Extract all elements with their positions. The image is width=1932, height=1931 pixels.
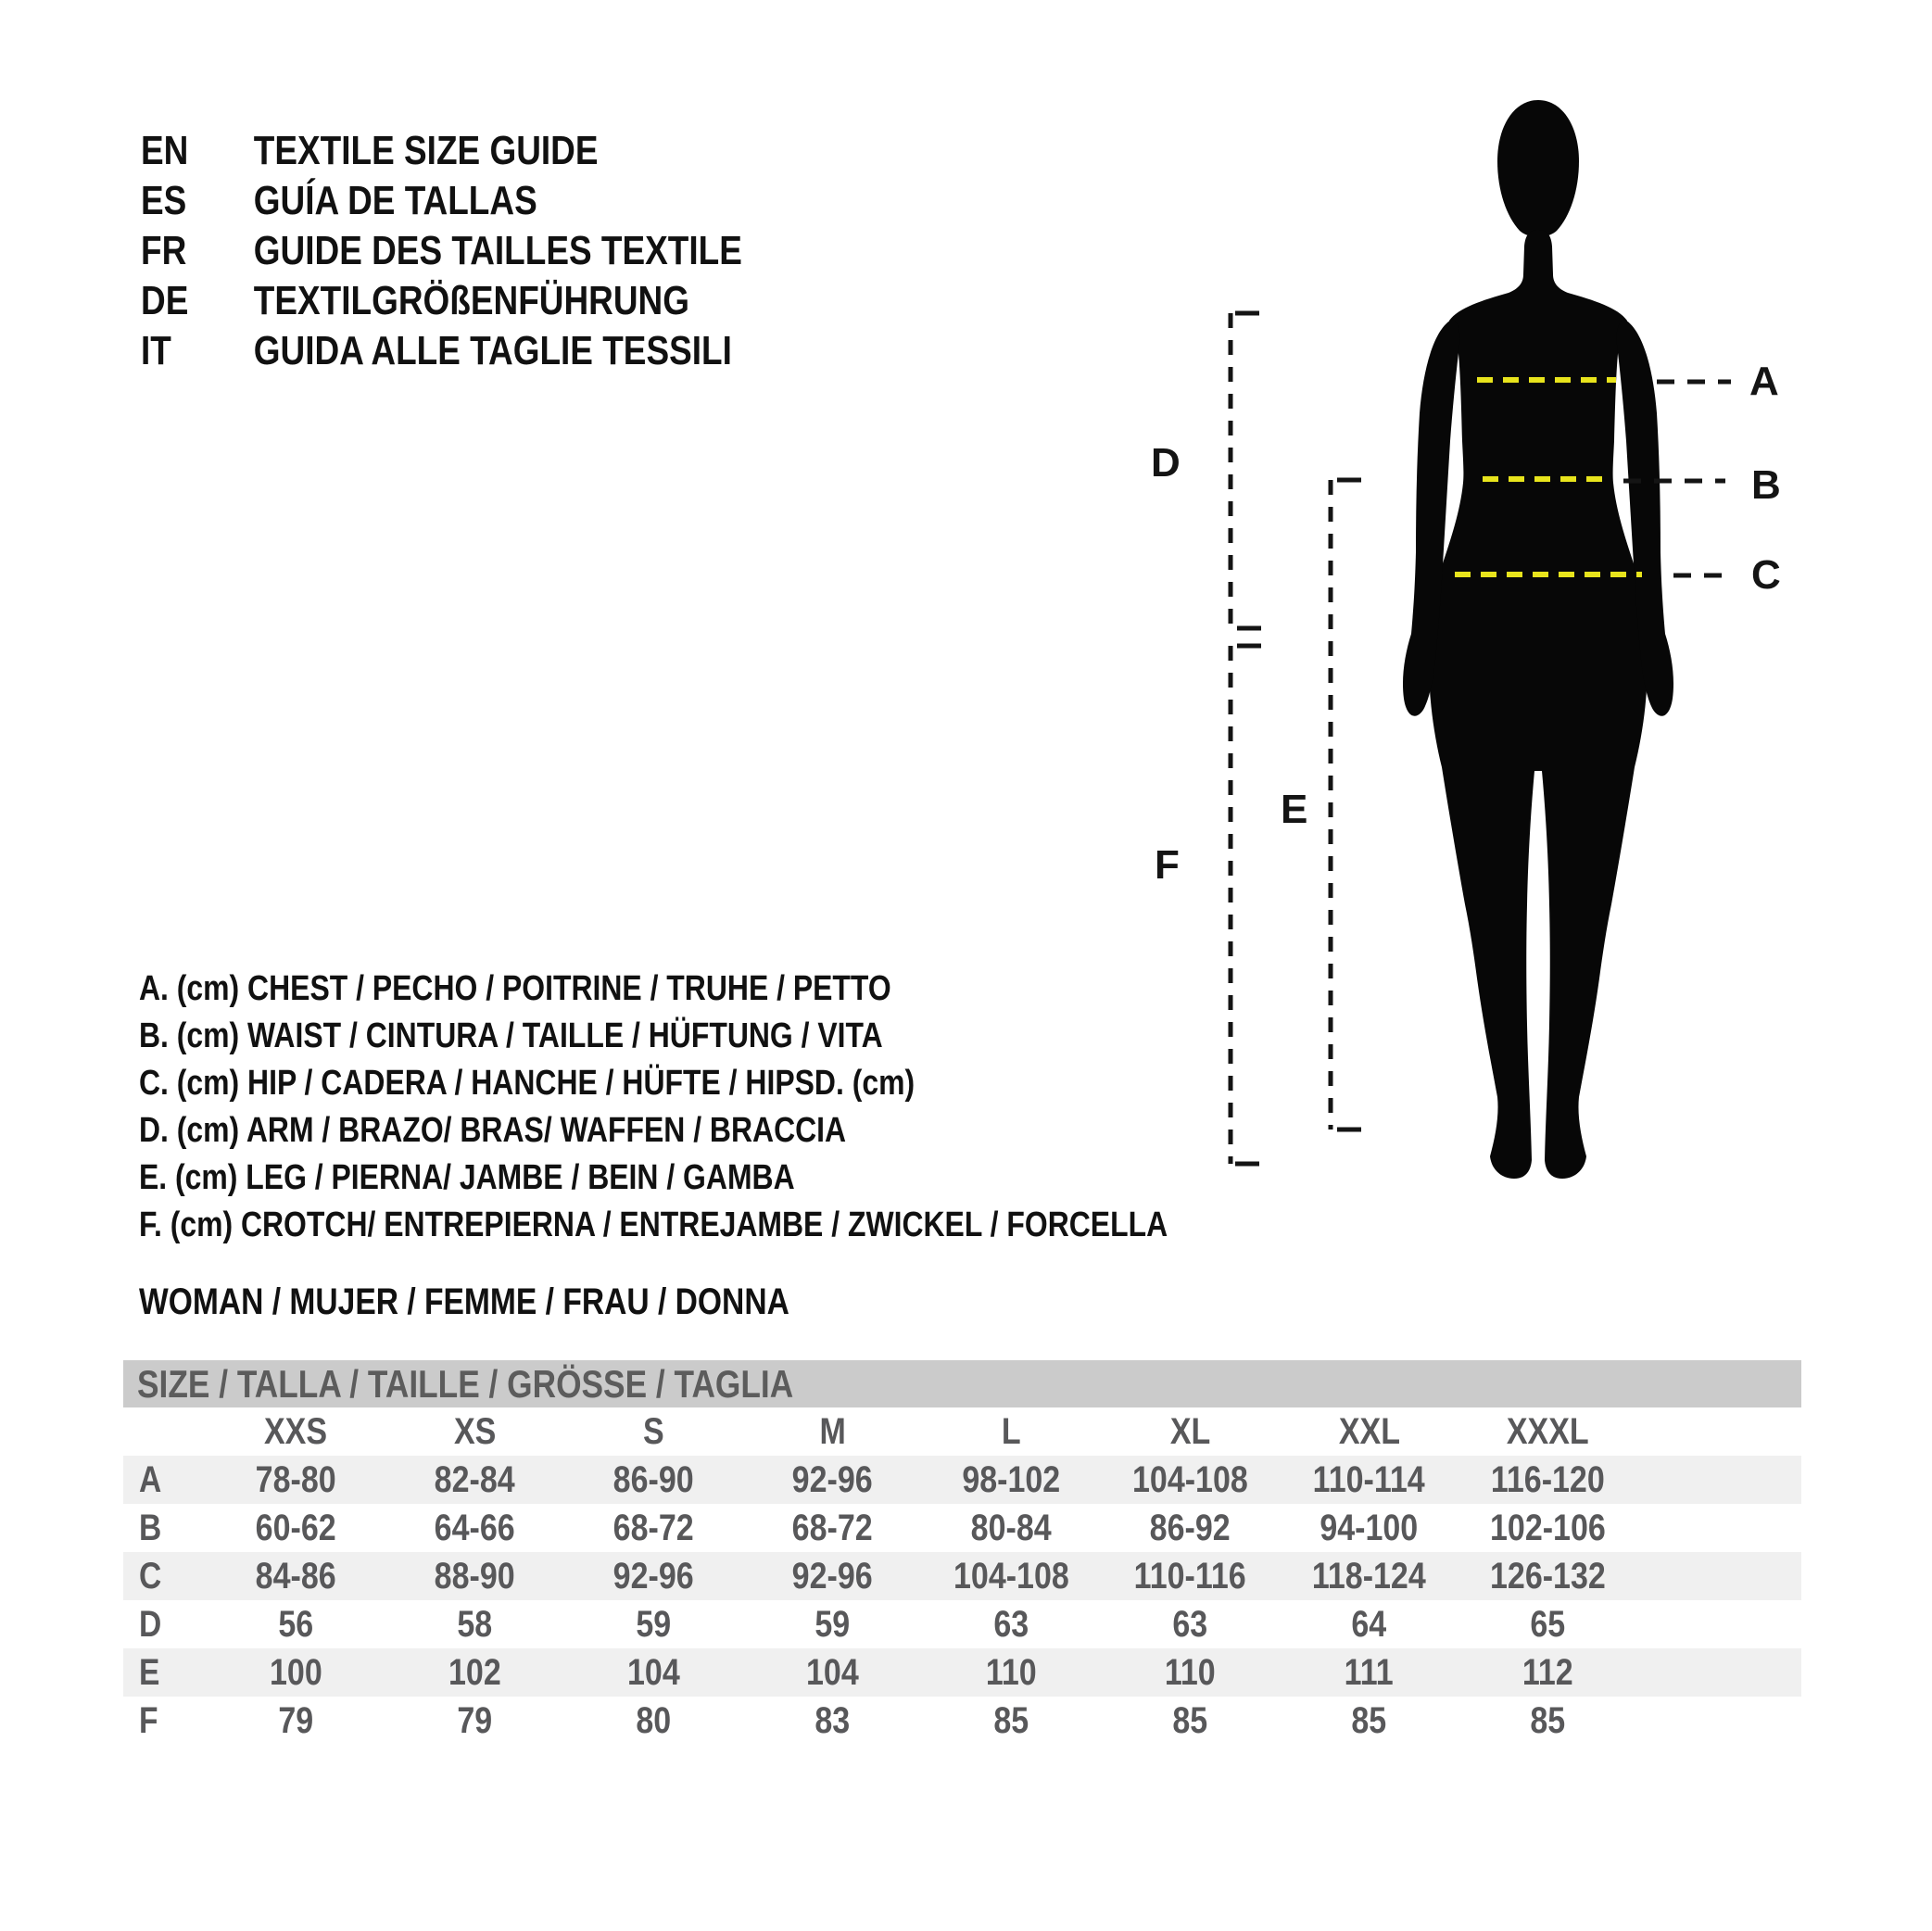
size-value-cell [1280,1604,1458,1646]
size-value-cell [385,1700,564,1742]
size-value-text: 64 [1351,1603,1387,1645]
table-row-a [123,1456,1801,1504]
size-header-cell [564,1411,743,1453]
size-value-cell [1458,1604,1637,1646]
language-label: TEXTILGRÖßENFÜHRUNG [253,278,690,323]
size-value-text: 59 [814,1603,851,1645]
silhouette-head [1497,100,1579,237]
size-value-text: 60-62 [256,1507,336,1548]
size-value-text: 85 [993,1699,1029,1741]
row-label-text: A [139,1458,162,1500]
measure-label-b: B [1751,462,1781,508]
language-label: GUIDA ALLE TAGLIE TESSILI [253,328,732,373]
size-value-cell [385,1652,564,1694]
size-value-text: 85 [1351,1699,1387,1741]
size-value-text: 110-116 [1133,1555,1247,1597]
size-value-text: 102 [448,1651,501,1693]
size-value-text: 104 [627,1651,680,1693]
table-row-b [123,1504,1801,1552]
size-value-text: 58 [457,1603,493,1645]
size-header-cell [922,1411,1101,1453]
language-label: TEXTILE SIZE GUIDE [253,128,599,173]
size-value-text: 68-72 [613,1507,694,1548]
size-value-cell [207,1556,385,1597]
legend-line: B. (cm) WAIST / CINTURA / TAILLE / HÜFTUNG / VITA [139,1016,883,1055]
size-value-text: 59 [636,1603,672,1645]
size-value-cell [1280,1556,1458,1597]
language-code: ES [141,178,187,223]
size-header-text: S [643,1410,664,1452]
size-value-text: 118-124 [1312,1555,1426,1597]
size-value-text: 82-84 [435,1458,515,1500]
size-header-text: XXL [1338,1410,1400,1452]
language-row-fr [141,226,742,276]
table-row-f [123,1697,1801,1745]
language-code: EN [141,128,189,173]
size-value-text: 104 [806,1651,859,1693]
language-code: IT [141,328,171,373]
size-value-cell [564,1508,743,1549]
row-label-text: C [139,1555,162,1597]
size-value-cell [207,1459,385,1501]
size-value-cell [1458,1700,1637,1742]
size-table [123,1360,1801,1745]
size-header-text: XS [453,1410,497,1452]
row-label-cell [123,1508,207,1549]
size-value-text: 85 [1172,1699,1208,1741]
size-value-cell [1280,1652,1458,1694]
size-value-cell [1101,1508,1280,1549]
size-value-cell [743,1508,922,1549]
size-value-cell [207,1604,385,1646]
size-value-text: 80 [636,1699,672,1741]
measure-label-e: E [1281,787,1308,832]
size-header-text: XXS [264,1410,328,1452]
size-value-cell [564,1556,743,1597]
size-value-text: 86-90 [613,1458,694,1500]
woman-silhouette-figure [1408,98,1677,1182]
language-code: FR [141,228,187,273]
size-value-cell [1280,1459,1458,1501]
size-value-text: 63 [993,1603,1029,1645]
table-row-e [123,1648,1801,1697]
measure-label-d: D [1151,440,1181,486]
measurement-legend [139,966,1168,1249]
language-row-es [141,176,742,226]
gender-heading-text: WOMAN / MUJER / FEMME / FRAU / DONNA [139,1281,789,1322]
size-value-cell [207,1700,385,1742]
size-value-cell [564,1652,743,1694]
size-header-text: XL [1169,1410,1211,1452]
size-value-text: 88-90 [435,1555,515,1597]
size-value-text: 116-120 [1491,1458,1605,1500]
size-value-cell [1280,1700,1458,1742]
row-label-text: D [139,1603,162,1645]
size-value-cell [385,1459,564,1501]
language-label: GUIDE DES TAILLES TEXTILE [253,228,742,273]
size-value-cell [922,1459,1101,1501]
row-label-cell [123,1700,207,1742]
legend-line: F. (cm) CROTCH/ ENTREPIERNA / ENTREJAMBE / ZWICKEL / FORCELLA [139,1205,1168,1244]
size-value-text: 110 [986,1651,1037,1693]
size-header-cell [1101,1411,1280,1453]
size-value-text: 92-96 [613,1555,694,1597]
size-value-text: 79 [457,1699,493,1741]
size-value-cell [564,1700,743,1742]
size-value-text: 78-80 [256,1458,336,1500]
size-value-cell [743,1700,922,1742]
size-value-cell [207,1652,385,1694]
size-value-text: 64-66 [435,1507,515,1548]
size-value-cell [922,1508,1101,1549]
language-title-list [141,126,742,376]
silhouette-torso-legs [1429,230,1648,1179]
legend-line: E. (cm) LEG / PIERNA/ JAMBE / BEIN / GAMBA [139,1158,795,1197]
measure-label-c: C [1751,552,1781,598]
size-header-row [123,1407,1801,1456]
legend-line: C. (cm) HIP / CADERA / HANCHE / HÜFTE / HIPSD. (cm) [139,1064,915,1103]
size-value-cell [207,1508,385,1549]
size-header-cell [743,1411,922,1453]
table-row-c [123,1552,1801,1600]
size-value-text: 63 [1172,1603,1208,1645]
size-value-text: 100 [270,1651,322,1693]
row-label-text: B [139,1507,162,1548]
size-value-cell [1458,1508,1637,1549]
size-value-text: 110 [1165,1651,1216,1693]
language-label: GUÍA DE TALLAS [253,178,537,223]
size-value-cell [1101,1700,1280,1742]
size-value-text: 80-84 [971,1507,1052,1548]
size-value-text: 56 [278,1603,314,1645]
size-value-cell [564,1604,743,1646]
size-value-cell [743,1556,922,1597]
size-value-cell [922,1700,1101,1742]
row-label-cell [123,1556,207,1597]
size-value-text: 84-86 [256,1555,336,1597]
size-header-cell [385,1411,564,1453]
size-header-cell [1458,1411,1637,1453]
size-header-text: XXXL [1507,1410,1589,1452]
measure-label-a: A [1749,359,1779,404]
size-value-cell [922,1652,1101,1694]
size-value-cell [385,1508,564,1549]
row-label-cell [123,1604,207,1646]
language-row-it [141,326,742,376]
size-value-cell [1101,1459,1280,1501]
legend-line: D. (cm) ARM / BRAZO/ BRAS/ WAFFEN / BRACCIA [139,1111,847,1150]
size-table-body [123,1407,1801,1745]
size-value-text: 94-100 [1320,1507,1419,1548]
size-value-text: 68-72 [792,1507,873,1548]
size-value-cell [922,1604,1101,1646]
size-header-cell [207,1411,385,1453]
size-value-text: 83 [814,1699,851,1741]
size-value-cell [1458,1459,1637,1501]
size-value-cell [922,1556,1101,1597]
size-value-text: 126-132 [1490,1555,1606,1597]
size-table-title: SIZE / TALLA / TAILLE / GRÖSSE / TAGLIA [137,1361,794,1406]
size-header-cell [1280,1411,1458,1453]
row-label-cell [123,1459,207,1501]
size-value-text: 104-108 [1132,1458,1248,1500]
gender-heading [139,1278,914,1326]
size-value-text: 92-96 [792,1458,873,1500]
row-label-text: E [139,1651,160,1693]
row-label-cell [123,1652,207,1694]
size-header-text: M [819,1410,846,1452]
size-value-text: 79 [278,1699,314,1741]
size-value-cell [743,1652,922,1694]
size-value-cell [1458,1556,1637,1597]
language-code: DE [141,278,189,323]
size-value-cell [1101,1556,1280,1597]
size-value-text: 111 [1345,1651,1394,1693]
size-value-cell [743,1604,922,1646]
size-value-cell [385,1556,564,1597]
size-value-text: 65 [1530,1603,1566,1645]
size-value-cell [1101,1652,1280,1694]
language-row-en [141,126,742,176]
measure-label-f: F [1155,842,1180,888]
size-value-cell [564,1459,743,1501]
size-value-cell [743,1459,922,1501]
size-value-cell [1101,1604,1280,1646]
language-row-de [141,276,742,326]
size-value-text: 110-114 [1312,1458,1426,1500]
size-value-text: 98-102 [962,1458,1061,1500]
legend-line: A. (cm) CHEST / PECHO / POITRINE / TRUHE / PETTO [139,969,891,1008]
size-value-text: 86-92 [1150,1507,1231,1548]
size-table-title-bar [123,1360,1801,1407]
size-value-text: 112 [1522,1651,1573,1693]
size-value-cell [385,1604,564,1646]
size-value-text: 85 [1530,1699,1566,1741]
size-value-text: 92-96 [792,1555,873,1597]
size-value-cell [1280,1508,1458,1549]
size-header-text: L [1002,1410,1021,1452]
table-row-d [123,1600,1801,1648]
size-value-text: 102-106 [1490,1507,1606,1548]
size-value-cell [1458,1652,1637,1694]
size-value-text: 104-108 [953,1555,1069,1597]
row-label-text: F [139,1699,158,1741]
